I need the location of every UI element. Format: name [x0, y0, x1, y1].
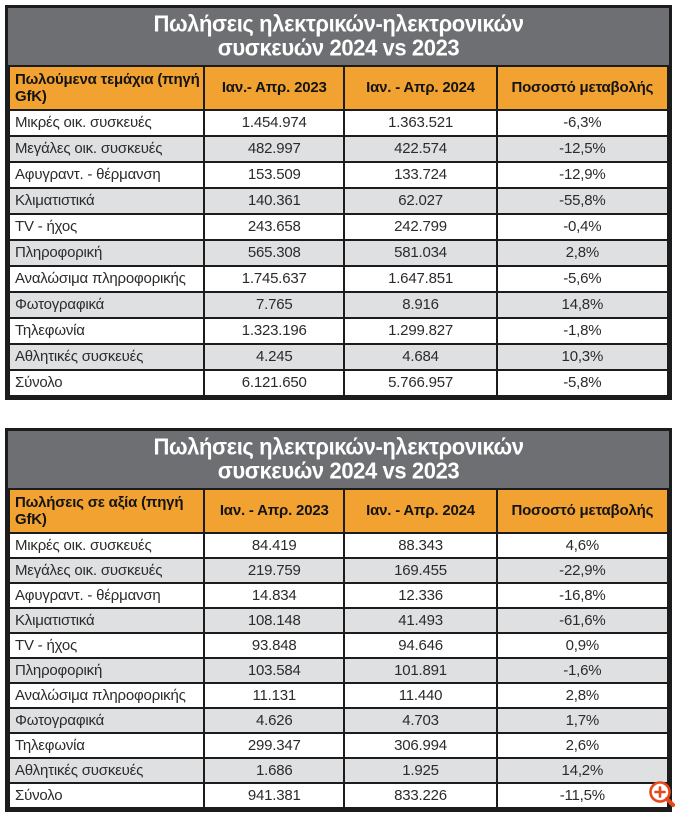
- header-row: [9, 66, 668, 110]
- category-cell: Αναλώσιμα πληροφορικής: [9, 266, 204, 292]
- percent-change-cell: -12,5%: [497, 136, 668, 162]
- category-cell: Αθλητικές συσκευές: [9, 344, 204, 370]
- percent-change-cell: -6,3%: [497, 110, 668, 136]
- value-cell: 482.997: [204, 136, 344, 162]
- category-cell: Τηλεφωνία: [9, 733, 204, 758]
- units-table-header: [9, 66, 668, 110]
- category-cell: Πληροφορική: [9, 658, 204, 683]
- value-cell: 4.626: [204, 708, 344, 733]
- category-cell: Μικρές οικ. συσκευές: [9, 110, 204, 136]
- sales-value-table: [8, 488, 669, 809]
- table-row: [9, 162, 668, 188]
- table-row: [9, 558, 668, 583]
- category-cell: Αναλώσιμα πληροφορικής: [9, 683, 204, 708]
- table-row: [9, 318, 668, 344]
- table-row: [9, 608, 668, 633]
- value-cell: 5.766.957: [344, 370, 496, 396]
- percent-change-cell: 4,6%: [497, 533, 668, 558]
- units-sold-table: [8, 65, 669, 397]
- value-cell: 88.343: [344, 533, 496, 558]
- zoom-in-icon-graphic: [647, 779, 677, 809]
- table-row: [9, 188, 668, 214]
- table-row: [9, 110, 668, 136]
- table-row: [9, 370, 668, 396]
- table-row: [9, 292, 668, 318]
- percent-change-cell: 2,8%: [497, 240, 668, 266]
- table-row: [9, 214, 668, 240]
- value-cell: 1.299.827: [344, 318, 496, 344]
- value-cell: 62.027: [344, 188, 496, 214]
- percent-change-cell: 14,2%: [497, 758, 668, 783]
- category-cell: Μεγάλες οικ. συσκευές: [9, 136, 204, 162]
- value-cell: 84.419: [204, 533, 344, 558]
- units-table-body: [9, 110, 668, 396]
- header-category: Πωλούμενα τεμάχια (πηγή GfK): [9, 66, 204, 110]
- title-line-1: Πωλήσεις ηλεκτρικών-ηλεκτρονικών: [153, 433, 524, 460]
- value-cell: 581.034: [344, 240, 496, 266]
- header-2024: Ιαν. - Απρ. 2024: [344, 66, 496, 110]
- value-cell: 941.381: [204, 783, 344, 808]
- category-cell: Σύνολο: [9, 370, 204, 396]
- category-cell: Μικρές οικ. συσκευές: [9, 533, 204, 558]
- value-cell: 133.724: [344, 162, 496, 188]
- percent-change-cell: -61,6%: [497, 608, 668, 633]
- category-cell: Φωτογραφικά: [9, 708, 204, 733]
- value-cell: 103.584: [204, 658, 344, 683]
- value-cell: 1.686: [204, 758, 344, 783]
- category-cell: Αφυγραντ. - θέρμανση: [9, 583, 204, 608]
- value-cell: 4.684: [344, 344, 496, 370]
- value-cell: 93.848: [204, 633, 344, 658]
- header-change: Ποσοστό μεταβολής: [497, 489, 668, 533]
- percent-change-cell: 10,3%: [497, 344, 668, 370]
- title-line-2: συσκευών 2024 vs 2023: [217, 457, 460, 484]
- table-row: [9, 240, 668, 266]
- percent-change-cell: 2,6%: [497, 733, 668, 758]
- table-row: [9, 708, 668, 733]
- value-cell: 422.574: [344, 136, 496, 162]
- percent-change-cell: -11,5%: [497, 783, 668, 808]
- table-row: [9, 658, 668, 683]
- percent-change-cell: -16,8%: [497, 583, 668, 608]
- value-cell: 219.759: [204, 558, 344, 583]
- value-cell: 4.245: [204, 344, 344, 370]
- table-row: [9, 266, 668, 292]
- table-row: [9, 633, 668, 658]
- value-cell: 1.647.851: [344, 266, 496, 292]
- percent-change-cell: -1,6%: [497, 658, 668, 683]
- header-row: [9, 489, 668, 533]
- value-cell: 7.765: [204, 292, 344, 318]
- value-cell: 565.308: [204, 240, 344, 266]
- table-row: [9, 758, 668, 783]
- table-row: [9, 583, 668, 608]
- value-cell: 8.916: [344, 292, 496, 318]
- value-cell: 306.994: [344, 733, 496, 758]
- percent-change-cell: -55,8%: [497, 188, 668, 214]
- table-row: [9, 733, 668, 758]
- category-cell: Κλιματιστικά: [9, 188, 204, 214]
- header-2023: Ιαν.- Απρ. 2023: [204, 66, 344, 110]
- category-cell: Σύνολο: [9, 783, 204, 808]
- category-cell: TV - ήχος: [9, 633, 204, 658]
- title-line-2: συσκευών 2024 vs 2023: [217, 34, 460, 61]
- percent-change-cell: 14,8%: [497, 292, 668, 318]
- table-row: [9, 783, 668, 808]
- table-row: [9, 533, 668, 558]
- value-cell: 41.493: [344, 608, 496, 633]
- table-row: [9, 344, 668, 370]
- percent-change-cell: 1,7%: [497, 708, 668, 733]
- header-category: Πωλήσεις σε αξία (πηγή GfK): [9, 489, 204, 533]
- percent-change-cell: -12,9%: [497, 162, 668, 188]
- value-cell: 12.336: [344, 583, 496, 608]
- value-cell: 11.440: [344, 683, 496, 708]
- percent-change-cell: -22,9%: [497, 558, 668, 583]
- value-cell: 153.509: [204, 162, 344, 188]
- value-cell: 169.455: [344, 558, 496, 583]
- percent-change-cell: 0,9%: [497, 633, 668, 658]
- units-table-title: [8, 8, 669, 65]
- category-cell: Φωτογραφικά: [9, 292, 204, 318]
- value-cell: 299.347: [204, 733, 344, 758]
- value-cell: 1.925: [344, 758, 496, 783]
- category-cell: Τηλεφωνία: [9, 318, 204, 344]
- category-cell: Αφυγραντ. - θέρμανση: [9, 162, 204, 188]
- value-cell: 833.226: [344, 783, 496, 808]
- value-cell: 1.323.196: [204, 318, 344, 344]
- percent-change-cell: -1,8%: [497, 318, 668, 344]
- value-cell: 140.361: [204, 188, 344, 214]
- category-cell: Κλιματιστικά: [9, 608, 204, 633]
- value-cell: 11.131: [204, 683, 344, 708]
- units-sold-table-block: [5, 5, 672, 400]
- percent-change-cell: 2,8%: [497, 683, 668, 708]
- header-change: Ποσοστό μεταβολής: [497, 66, 668, 110]
- title-line-1: Πωλήσεις ηλεκτρικών-ηλεκτρονικών: [153, 10, 524, 37]
- value-table-title: [8, 431, 669, 488]
- value-cell: 242.799: [344, 214, 496, 240]
- zoom-in-icon[interactable]: [647, 779, 677, 809]
- header-2023: Ιαν. - Απρ. 2023: [204, 489, 344, 533]
- value-table-header: [9, 489, 668, 533]
- category-cell: Πληροφορική: [9, 240, 204, 266]
- value-cell: 94.646: [344, 633, 496, 658]
- table-row: [9, 683, 668, 708]
- value-cell: 101.891: [344, 658, 496, 683]
- sales-value-table-block: [5, 428, 672, 812]
- value-cell: 14.834: [204, 583, 344, 608]
- table-row: [9, 136, 668, 162]
- value-cell: 6.121.650: [204, 370, 344, 396]
- category-cell: Μεγάλες οικ. συσκευές: [9, 558, 204, 583]
- percent-change-cell: -0,4%: [497, 214, 668, 240]
- category-cell: Αθλητικές συσκευές: [9, 758, 204, 783]
- percent-change-cell: -5,8%: [497, 370, 668, 396]
- value-table-body: [9, 533, 668, 808]
- value-cell: 1.745.637: [204, 266, 344, 292]
- value-cell: 1.363.521: [344, 110, 496, 136]
- value-cell: 108.148: [204, 608, 344, 633]
- header-2024: Ιαν. - Απρ. 2024: [344, 489, 496, 533]
- value-cell: 4.703: [344, 708, 496, 733]
- percent-change-cell: -5,6%: [497, 266, 668, 292]
- value-cell: 243.658: [204, 214, 344, 240]
- category-cell: TV - ήχος: [9, 214, 204, 240]
- value-cell: 1.454.974: [204, 110, 344, 136]
